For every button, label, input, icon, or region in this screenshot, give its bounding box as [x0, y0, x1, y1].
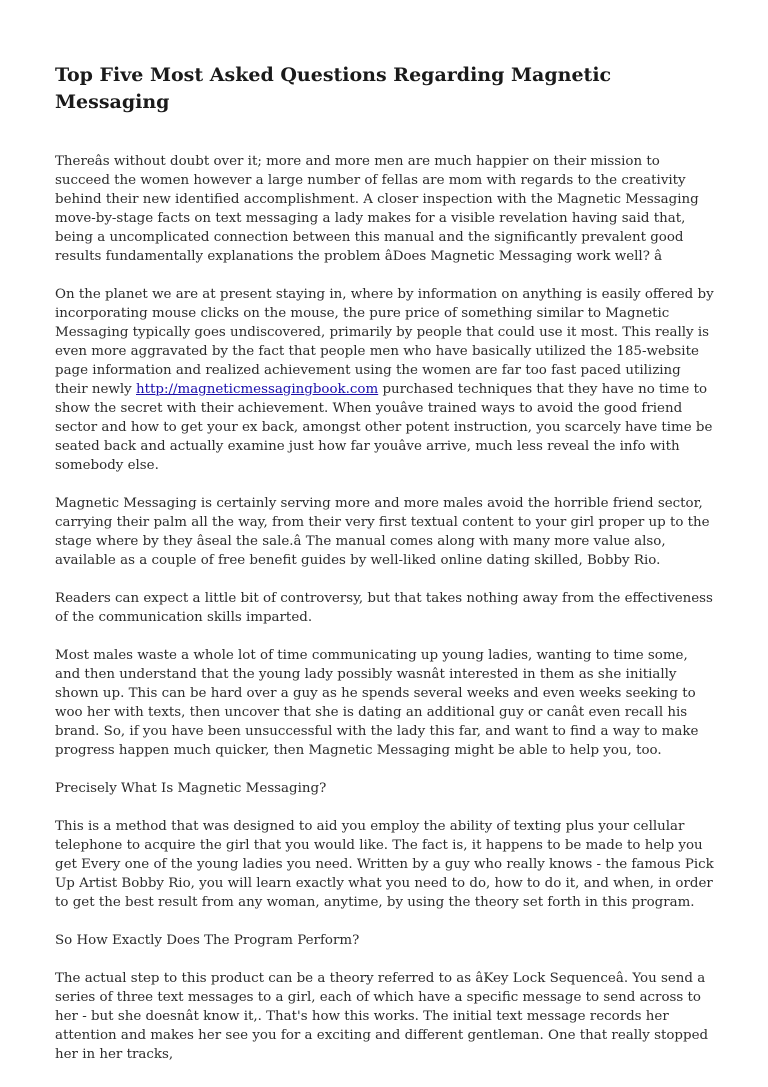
paragraph-text-before-link: On the planet we are at present staying in, where by information on anything is easily offered by incorporating mouse clicks on the mouse, the pure price of something similar to Magnetic Messaging typically goes undiscovered, primarily by people that could use it most. This really is even more aggravated by the fact that people men who have basically utilized the 185-website page information and realized achievement using the women are far too fast paced utilizing their newly [55, 287, 714, 397]
paragraph-text-after-link: purchased techniques that they have no time to show the secret with their achievement. When youâve trained ways to avoid the good friend sector and how to get your ex back, amongst other potent instruction, you scarcely have time be seated back and actually examine just how far youâve arrive, much less reveal the info with somebody else. [55, 382, 713, 473]
paragraph-intro: Thereâs without doubt over it; more and more men are much happier on their mission to succeed the women however a large number of fellas are mom with regards to the creativity behind their new identified accomplishment. A closer inspection with the Magnetic Messaging move-by-stage facts on text messaging a lady makes for a visible revelation having said that, being a uncomplicated connection between this manual and the significantly prevalent good results fundamentally explanations the problem âDoes Magnetic Messaging work well? â [55, 154, 699, 264]
section-heading-how-perform: So How Exactly Does The Program Perform? [55, 933, 360, 948]
paragraph-with-link [55, 285, 714, 475]
book-website-link[interactable]: http://magneticmessagingbook.com [136, 382, 379, 397]
document-title: Top Five Most Asked Questions Regarding Magnetic Messaging [55, 64, 612, 113]
paragraph-waste-time: Most males waste a whole lot of time communicating up young ladies, wanting to time some, and then understand that the young lady possibly wasnât interested in them as she initially shown up. This can be hard over a guy as he spends several weeks and even weeks seeking to woo her with texts, then uncover that she is dating an additional guy or canât even recall his brand. So, if you have been unsuccessful with the lady this far, and want to find a way to make progress happen much quicker, then Magnetic Messaging might be able to help you, too. [55, 648, 699, 758]
paragraph-key-lock: The actual step to this product can be a theory referred to as âKey Lock Sequenceâ. You send a series of three text messages to a girl, each of which have a specific message to send across to her - but she doesnât know it,. That's how this works. The initial text message records her attention and makes her see you for a exciting and different gentleman. One that really stopped her in her tracks, [55, 971, 709, 1062]
paragraph-method: This is a method that was designed to aid you employ the ability of texting plus your cellular telephone to acquire the girl that you would like. The fact is, it happens to be made to help you get Every one of the young ladies you need. Written by a guy who really knows - the famous Pick Up Artist Bobby Rio, you will learn exactly what you need to do, how to do it, and when, in order to get the best result from any woman, anytime, by using the theory set forth in this program. [55, 819, 714, 910]
paragraph-friend-sector: Magnetic Messaging is certainly serving more and more males avoid the horrible friend sector, carrying their palm all the way, from their very first textual content to your girl proper up to the stage where by they âseal the sale.â The manual comes along with many more value also, available as a couple of free benefit guides by well-liked online dating skilled, Bobby Rio. [55, 496, 710, 568]
section-heading-what-is: Precisely What Is Magnetic Messaging? [55, 781, 327, 796]
paragraph-controversy: Readers can expect a little bit of controversy, but that takes nothing away from the effectiveness of the communication skills imparted. [55, 591, 713, 625]
